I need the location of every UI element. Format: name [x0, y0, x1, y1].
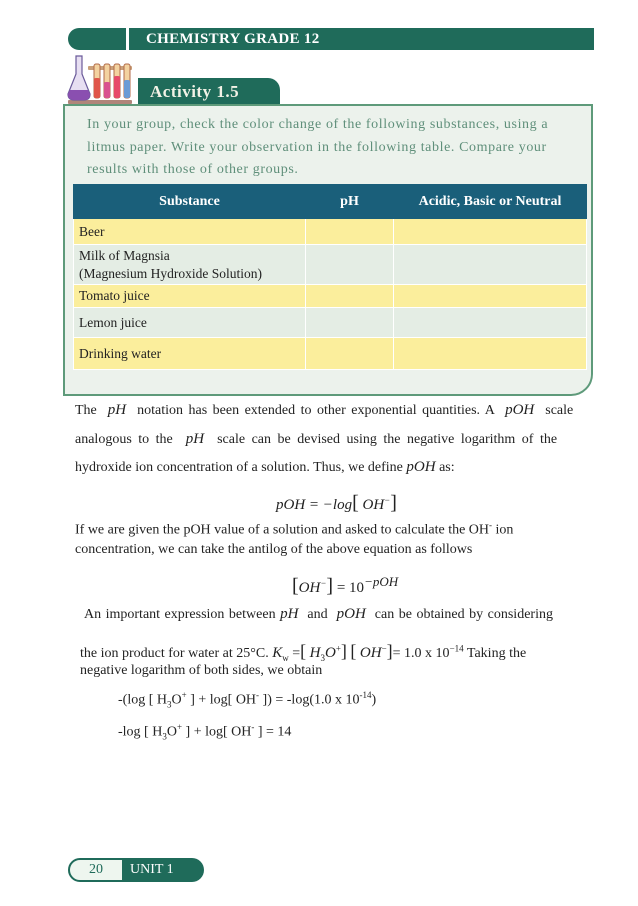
- text: the ion product for water at 25°C.: [80, 646, 269, 661]
- equation-oh-antilog: $[OH^-] = 10^{-pOH}$: [292, 574, 399, 597]
- page-number: 20: [68, 858, 124, 882]
- activity-title: Activity 1.5: [150, 82, 240, 101]
- paragraph-line: [80, 663, 598, 679]
- lab-glassware-icon: [66, 54, 134, 106]
- superscript: +: [181, 690, 187, 700]
- unit-label: UNIT 1: [124, 858, 204, 882]
- paragraph-line: [75, 520, 593, 539]
- poh-symbol: pOH: [505, 402, 535, 418]
- poh-symbol: pOH: [406, 459, 436, 475]
- subscript: 3: [162, 731, 167, 742]
- text: =: [292, 646, 301, 661]
- text: concentration, we can take the antilog of the above equation as follows: [75, 542, 473, 557]
- table-row: [74, 219, 587, 245]
- text: analogous to the: [75, 432, 173, 447]
- superscript: −14: [449, 643, 464, 654]
- text: Taking the: [466, 646, 527, 661]
- equation-text: ] = 14: [257, 724, 292, 740]
- substance-cell: Lemon juice: [74, 308, 306, 338]
- equation-text: ): [371, 692, 377, 708]
- nature-cell[interactable]: [394, 245, 587, 285]
- substance-cell: Drinking water: [74, 338, 306, 370]
- kw-symbol: K: [272, 645, 283, 661]
- substance-line: (Magnesium Hydroxide Solution): [79, 265, 262, 281]
- substance-cell: Beer: [74, 219, 306, 245]
- nature-cell[interactable]: [394, 219, 587, 245]
- paragraph-line: [75, 402, 593, 419]
- text: notation has been extended to other exponential quantities. A: [137, 403, 495, 418]
- superscript: −: [381, 643, 387, 654]
- column-header-nature: Acidic, Basic or Neutral: [394, 185, 587, 219]
- paragraph-line: the ion product for water at 25°C. $K_w$ =[ $H_3O^+$] [ OH−]= 1.0 x $10^{-14}$ Taking the: [80, 641, 527, 663]
- table-row: [74, 338, 587, 370]
- paragraph-line: [75, 431, 593, 448]
- superscript: −: [320, 578, 327, 588]
- equation-text: pOH = −log: [276, 497, 353, 513]
- ph-cell[interactable]: [306, 245, 394, 285]
- poh-symbol: pOH: [336, 606, 366, 622]
- header-pill: [68, 28, 128, 50]
- table-row: [74, 285, 587, 308]
- equation-text: H: [309, 645, 321, 661]
- column-header-substance: Substance: [74, 185, 306, 219]
- subscript: 3: [167, 699, 172, 710]
- paragraph-line: [84, 606, 593, 623]
- ph-symbol: pH: [107, 402, 127, 418]
- nature-cell[interactable]: [394, 285, 587, 308]
- text: The: [75, 403, 97, 418]
- superscript: -14: [359, 690, 372, 700]
- table-row: [74, 245, 587, 285]
- substance-line: Milk of Magnsia: [79, 247, 170, 263]
- equation-text: O: [324, 645, 336, 661]
- equation-text: -log [ H: [118, 724, 163, 740]
- text: negative logarithm of both sides, we obtain: [80, 663, 323, 678]
- text: and: [307, 607, 328, 622]
- equation-text: ]) = -log(1.0 x 10: [262, 692, 360, 708]
- substance-cell: [74, 245, 306, 285]
- paragraph-line: [75, 459, 593, 476]
- equation-log-sum: [118, 690, 376, 709]
- paragraph-line: [75, 542, 593, 558]
- equation-text: ] + log[ OH: [190, 692, 257, 708]
- equation-text: O: [171, 692, 182, 708]
- column-header-ph: pH: [306, 185, 394, 219]
- ph-cell[interactable]: [306, 308, 394, 338]
- nature-cell[interactable]: [394, 308, 587, 338]
- substance-cell: Tomato juice: [74, 285, 306, 308]
- equation-text: ] + log[ OH: [185, 724, 252, 740]
- text: ion: [495, 522, 514, 538]
- superscript: -: [251, 722, 255, 732]
- ph-symbol: pH: [185, 431, 205, 447]
- equation-log-result: [118, 722, 291, 741]
- nature-cell[interactable]: [394, 338, 587, 370]
- superscript: -: [489, 520, 493, 530]
- text: scale: [545, 403, 574, 418]
- equation-text: OH: [362, 497, 385, 513]
- table-header-row: [74, 185, 587, 219]
- text: scale can be devised using the negative logarithm of the: [217, 432, 558, 447]
- equation-text: OH: [359, 645, 382, 661]
- equation-text: O: [166, 724, 177, 740]
- equation-text: -(log [ H: [118, 692, 167, 708]
- text: If we are given the pOH value of a solution and asked to calculate the OH: [75, 522, 490, 538]
- activity-instructions: In your group, check the color change of the following substances, using a litmus paper. Write your observation in the following table. Compare your results with those of other groups.: [87, 117, 549, 177]
- superscript: +: [176, 722, 183, 732]
- ph-cell[interactable]: [306, 285, 394, 308]
- superscript: −: [384, 495, 391, 505]
- observation-table: [73, 184, 587, 370]
- superscript: −pOH: [364, 574, 399, 589]
- superscript: -: [256, 690, 260, 700]
- text: = 1.0 x 10: [392, 646, 450, 661]
- subscript: 3: [320, 652, 325, 663]
- table-row: [74, 308, 587, 338]
- header-title: CHEMISTRY GRADE 12: [146, 31, 320, 47]
- subscript: w: [282, 652, 289, 663]
- text: as:: [439, 460, 455, 475]
- equation-text: = 10: [336, 580, 365, 596]
- text: can be obtained by considering: [374, 607, 553, 622]
- ph-symbol: pH: [280, 606, 299, 622]
- text: hydroxide ion concentration of a solution. Thus, we define: [75, 460, 403, 475]
- ph-cell[interactable]: [306, 219, 394, 245]
- text: An important expression between: [84, 607, 276, 622]
- superscript: +: [335, 643, 341, 654]
- equation-poh-definition: pOH = −log[ OH−]: [276, 492, 397, 514]
- equation-text: OH: [298, 580, 321, 596]
- ph-cell[interactable]: [306, 338, 394, 370]
